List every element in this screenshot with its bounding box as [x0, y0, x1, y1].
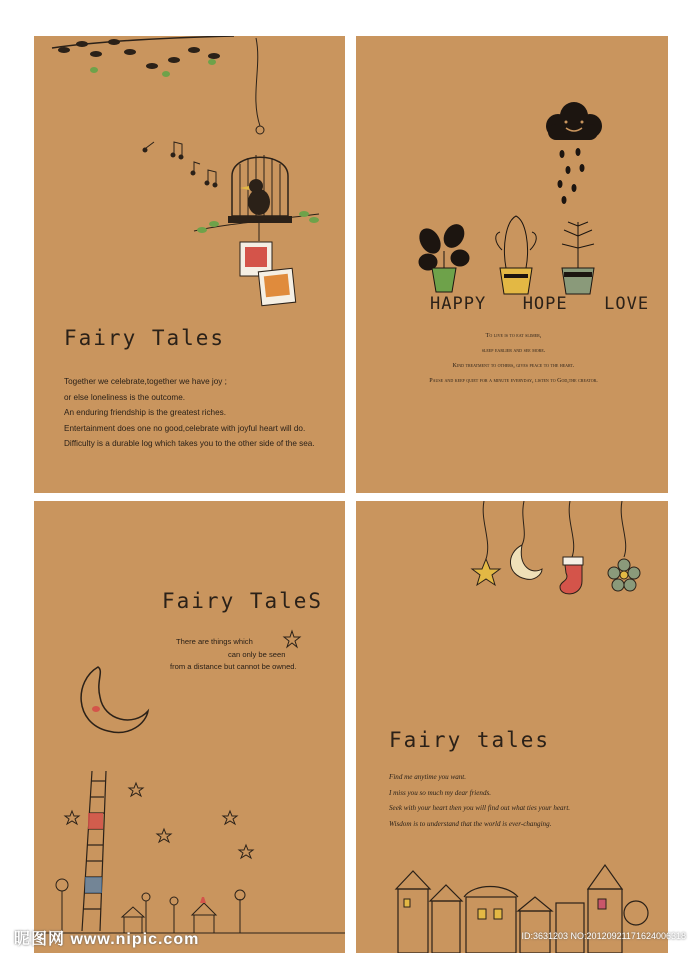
card4-line: Seek with your heart then you will find out what ties your heart.: [389, 804, 571, 812]
card1-line: or else loneliness is the outcome.: [64, 392, 186, 402]
card3-text: [164, 636, 334, 674]
card3-line: from a distance but cannot be owned.: [170, 662, 297, 671]
card1-line: Together we celebrate,together we have joy ;: [64, 377, 227, 386]
card3-line: can only be seen: [228, 649, 286, 659]
moon-and-ladder-illustration: [34, 501, 345, 953]
card4-line: I miss you so much my dear friends.: [389, 788, 492, 797]
heading-hope: HOPE: [522, 294, 568, 314]
card1-line: Entertainment does one no good,celebrate with joyful heart will do.: [64, 423, 306, 433]
card1-title: Fairy Tales: [64, 326, 226, 350]
card3-title: Fairy TaleS: [162, 589, 324, 613]
card3-line: There are things which: [176, 637, 253, 646]
card1-line: Difficulty is a durable log which takes you to the other side of the sea.: [64, 439, 315, 448]
card-fairy-tales-moon: [34, 501, 345, 953]
card4-text: [389, 770, 570, 832]
card4-line: Wisdom is to understand that the world is ever-changing.: [389, 819, 552, 828]
watermark-id: ID:3631203 NO:20120921171624006318: [521, 931, 686, 941]
card2-line: sleep earlier and see more.: [481, 348, 546, 354]
card1-line: An enduring friendship is the greatest riches.: [64, 408, 227, 417]
card4-line: Find me anytime you want.: [389, 773, 467, 781]
card2-text: [386, 329, 641, 389]
watermark-site: 昵图网 www.nipic.com: [14, 931, 200, 948]
happy-hope-love-heading: [430, 294, 649, 314]
heading-love: LOVE: [604, 294, 650, 314]
card2-line: Kind treatment to others, gives peace to the heart.: [452, 363, 575, 369]
card2-line: Pause and keep quiet for a minute everyday, listen to God,the creator.: [429, 378, 598, 384]
heading-happy: HAPPY: [430, 294, 487, 314]
hanging-ornaments-and-town-illustration: [356, 501, 668, 953]
card2-line: To live is to eat slimer,: [485, 333, 542, 339]
card-happy-hope-love: [356, 36, 668, 493]
card-fairy-tales-birdcage: [34, 36, 345, 493]
cloud-and-plants-illustration: [356, 36, 668, 493]
card-fairy-tales-town: [356, 501, 668, 953]
card4-title: Fairy tales: [389, 728, 551, 752]
card1-text: [64, 374, 315, 452]
